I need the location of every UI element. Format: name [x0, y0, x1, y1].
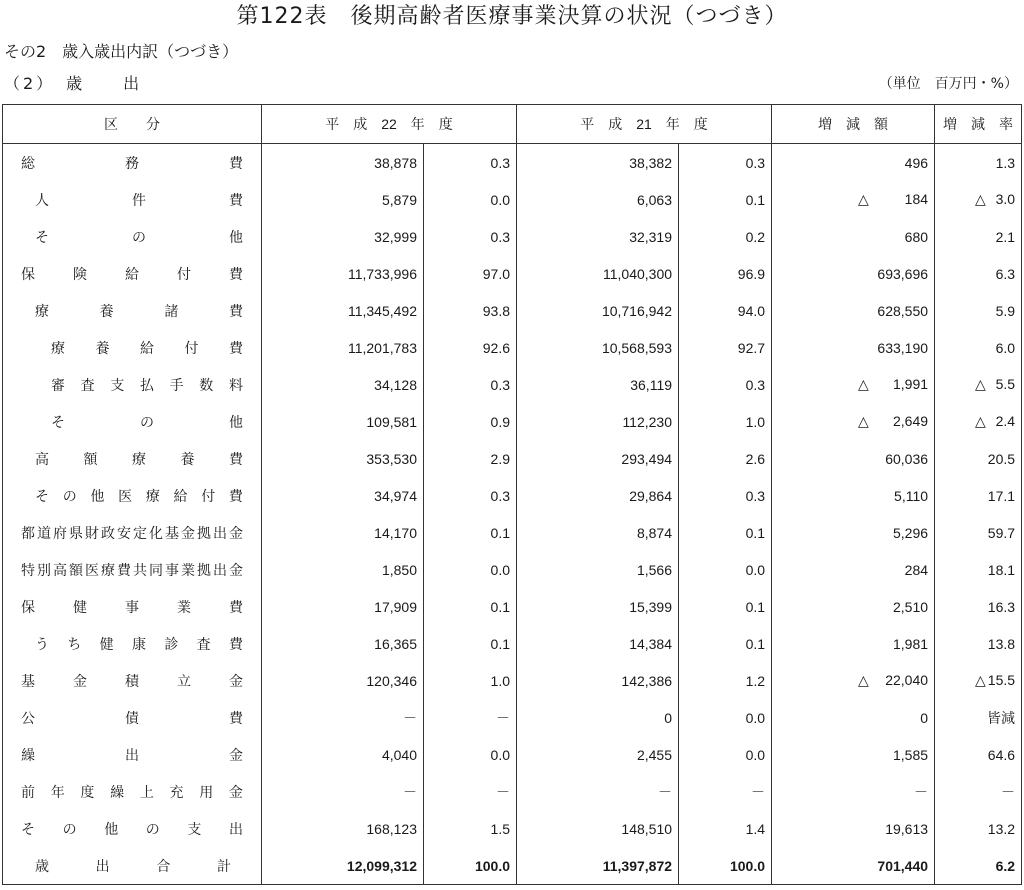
fy22-amount: 11,201,783 — [262, 329, 424, 366]
fy21-share: 0.3 — [679, 144, 772, 182]
fy21-share: 0.1 — [679, 181, 772, 218]
fy22-share: － — [424, 699, 517, 736]
row-label: う ち 健 康 診 査 費 — [3, 625, 262, 662]
table-row — [3, 625, 1022, 662]
change-amount: 693,696 — [772, 255, 935, 292]
fy21-share: 92.7 — [679, 329, 772, 366]
decrease-triangle-icon: △ — [858, 376, 869, 392]
change-rate: 6.2 — [935, 847, 1022, 885]
change-amount: 5,110 — [772, 477, 935, 514]
fy22-amount: 17,909 — [262, 588, 424, 625]
fy21-amount: 15,399 — [517, 588, 679, 625]
decrease-triangle-icon: △ — [975, 191, 986, 207]
change-rate: 6.0 — [935, 329, 1022, 366]
fy21-share: 0.0 — [679, 736, 772, 773]
change-amount: 2,510 — [772, 588, 935, 625]
fy21-share: 1.0 — [679, 403, 772, 440]
fy22-share: 2.9 — [424, 440, 517, 477]
table-row — [3, 218, 1022, 255]
change-amount: △ 22,040 — [772, 662, 935, 699]
change-amount: △ 184 — [772, 181, 935, 218]
fy21-share: 0.1 — [679, 514, 772, 551]
row-label: 高 額 療 養 費 — [3, 440, 262, 477]
fy21-amount: 1,566 — [517, 551, 679, 588]
decrease-triangle-icon: △ — [975, 376, 986, 392]
change-rate: 1.3 — [935, 144, 1022, 182]
fy22-amount: 14,170 — [262, 514, 424, 551]
header-fy22: 平 成 22 年 度 — [262, 105, 517, 144]
fy21-amount: 14,384 — [517, 625, 679, 662]
fy21-share: 0.1 — [679, 588, 772, 625]
table-row — [3, 403, 1022, 440]
change-rate: － — [935, 773, 1022, 810]
expenditure-table — [2, 104, 1022, 885]
table-row — [3, 588, 1022, 625]
row-label: 療 養 給 付 費 — [3, 329, 262, 366]
header-rate: 増 減 率 — [935, 105, 1022, 144]
fy22-amount: 38,878 — [262, 144, 424, 182]
unit-note: （単位 百万円・%） — [878, 76, 1018, 92]
table-row — [3, 292, 1022, 329]
row-label: 総 務 費 — [3, 144, 262, 182]
header-diff: 増 減 額 — [772, 105, 935, 144]
fy22-amount: 11,345,492 — [262, 292, 424, 329]
table-row — [3, 440, 1022, 477]
row-label: そ の 他 — [3, 218, 262, 255]
header-fy21: 平 成 21 年 度 — [517, 105, 772, 144]
fy22-share: 92.6 — [424, 329, 517, 366]
change-rate: △ 3.0 — [935, 181, 1022, 218]
change-amount: 284 — [772, 551, 935, 588]
fy22-amount: － — [262, 699, 424, 736]
fy21-share: 94.0 — [679, 292, 772, 329]
row-label: 基 金 積 立 金 — [3, 662, 262, 699]
fy21-amount: 11,040,300 — [517, 255, 679, 292]
table-body — [3, 144, 1022, 885]
fy21-share: 0.2 — [679, 218, 772, 255]
row-label: 都 道 府 県 財 政 安 定 化 基 金 拠 出 金 — [3, 514, 262, 551]
row-label: 特 別 高 額 医 療 費 共 同 事 業 拠 出 金 — [3, 551, 262, 588]
change-rate: 2.1 — [935, 218, 1022, 255]
row-label: 保 健 事 業 費 — [3, 588, 262, 625]
fy21-share: 0.1 — [679, 625, 772, 662]
fy22-share: 0.0 — [424, 551, 517, 588]
fy22-amount: 168,123 — [262, 810, 424, 847]
change-amount: 680 — [772, 218, 935, 255]
fy22-share: 93.8 — [424, 292, 517, 329]
fy22-amount: 120,346 — [262, 662, 424, 699]
change-rate: 20.5 — [935, 440, 1022, 477]
row-label: 人 件 費 — [3, 181, 262, 218]
fy21-amount: 148,510 — [517, 810, 679, 847]
fy21-share: 0.3 — [679, 366, 772, 403]
change-rate: 13.8 — [935, 625, 1022, 662]
change-rate: △ 5.5 — [935, 366, 1022, 403]
fy22-share: 0.3 — [424, 218, 517, 255]
fy21-amount: 6,063 — [517, 181, 679, 218]
table-row — [3, 181, 1022, 218]
fy22-share: 0.9 — [424, 403, 517, 440]
table-row — [3, 514, 1022, 551]
fy21-amount: 10,568,593 — [517, 329, 679, 366]
fy21-share: 100.0 — [679, 847, 772, 885]
fy22-amount: 16,365 — [262, 625, 424, 662]
table-title: 第122表 後期高齢者医療事業決算の状況（つづき） — [236, 4, 788, 29]
fy22-share: 0.0 — [424, 181, 517, 218]
fy21-amount: 10,716,942 — [517, 292, 679, 329]
fy22-amount: 12,099,312 — [262, 847, 424, 885]
change-amount: △ 1,991 — [772, 366, 935, 403]
fy21-amount: － — [517, 773, 679, 810]
table-row — [3, 477, 1022, 514]
fy22-share: 97.0 — [424, 255, 517, 292]
fy21-amount: 29,864 — [517, 477, 679, 514]
fy22-share: － — [424, 773, 517, 810]
change-rate: 5.9 — [935, 292, 1022, 329]
change-rate: 皆減 — [935, 699, 1022, 736]
section-heading: （2） 歳 出 — [4, 74, 143, 93]
fy21-share: 1.4 — [679, 810, 772, 847]
fy22-share: 100.0 — [424, 847, 517, 885]
fy22-share: 0.3 — [424, 366, 517, 403]
row-label: 繰 出 金 — [3, 736, 262, 773]
fy21-share: 96.9 — [679, 255, 772, 292]
fy21-amount: 8,874 — [517, 514, 679, 551]
row-label: 保 険 給 付 費 — [3, 255, 262, 292]
change-rate: △ 2.4 — [935, 403, 1022, 440]
change-amount: 60,036 — [772, 440, 935, 477]
change-amount: 19,613 — [772, 810, 935, 847]
fy22-amount: 5,879 — [262, 181, 424, 218]
table-row — [3, 662, 1022, 699]
fy22-amount: 34,974 — [262, 477, 424, 514]
fy21-share: － — [679, 773, 772, 810]
table-row — [3, 255, 1022, 292]
fy21-amount: 32,319 — [517, 218, 679, 255]
row-label: 前 年 度 繰 上 充 用 金 — [3, 773, 262, 810]
change-rate: 64.6 — [935, 736, 1022, 773]
decrease-triangle-icon: △ — [975, 413, 986, 429]
change-amount: 628,550 — [772, 292, 935, 329]
table-row — [3, 699, 1022, 736]
fy22-amount: 1,850 — [262, 551, 424, 588]
row-label: 審 査 支 払 手 数 料 — [3, 366, 262, 403]
change-rate: 13.2 — [935, 810, 1022, 847]
fy22-share: 0.1 — [424, 588, 517, 625]
change-amount: 0 — [772, 699, 935, 736]
fy21-share: 1.2 — [679, 662, 772, 699]
table-row — [3, 144, 1022, 182]
table-row — [3, 551, 1022, 588]
row-label: 公 債 費 — [3, 699, 262, 736]
decrease-triangle-icon: △ — [858, 672, 869, 688]
row-label: そ の 他 — [3, 403, 262, 440]
table-row — [3, 366, 1022, 403]
change-rate: 6.3 — [935, 255, 1022, 292]
row-label: 療 養 諸 費 — [3, 292, 262, 329]
fy21-amount: 38,382 — [517, 144, 679, 182]
fy22-share: 0.0 — [424, 736, 517, 773]
change-amount: 496 — [772, 144, 935, 182]
change-amount: 1,585 — [772, 736, 935, 773]
change-amount: 5,296 — [772, 514, 935, 551]
change-amount: 1,981 — [772, 625, 935, 662]
fy22-amount: 34,128 — [262, 366, 424, 403]
fy22-share: 1.5 — [424, 810, 517, 847]
row-label: そ の 他 の 支 出 — [3, 810, 262, 847]
header-row — [3, 105, 1022, 144]
decrease-triangle-icon: △ — [858, 191, 869, 207]
fy22-share: 0.3 — [424, 477, 517, 514]
fy22-share: 0.1 — [424, 514, 517, 551]
fy22-amount: 353,530 — [262, 440, 424, 477]
fy21-share: 0.3 — [679, 477, 772, 514]
fy21-amount: 2,455 — [517, 736, 679, 773]
table-subtitle: その2 歳入歳出内訳（つづき） — [4, 42, 239, 61]
row-label: 歳 出 合 計 — [3, 847, 262, 885]
fy22-share: 0.3 — [424, 144, 517, 182]
table-row — [3, 329, 1022, 366]
fy21-amount: 11,397,872 — [517, 847, 679, 885]
change-rate: 17.1 — [935, 477, 1022, 514]
fy22-amount: 32,999 — [262, 218, 424, 255]
table-row — [3, 773, 1022, 810]
decrease-triangle-icon: △ — [975, 672, 986, 688]
change-rate: △ 15.5 — [935, 662, 1022, 699]
change-amount: 633,190 — [772, 329, 935, 366]
table-row — [3, 810, 1022, 847]
fy22-share: 0.1 — [424, 625, 517, 662]
fy21-amount: 36,119 — [517, 366, 679, 403]
change-rate: 16.3 — [935, 588, 1022, 625]
row-label: そ の 他 医 療 給 付 費 — [3, 477, 262, 514]
fy21-amount: 0 — [517, 699, 679, 736]
decrease-triangle-icon: △ — [858, 413, 869, 429]
change-rate: 18.1 — [935, 551, 1022, 588]
header-category: 区 分 — [3, 105, 262, 144]
change-amount: － — [772, 773, 935, 810]
fy21-share: 0.0 — [679, 551, 772, 588]
table-row — [3, 736, 1022, 773]
change-amount: 701,440 — [772, 847, 935, 885]
fy21-amount: 142,386 — [517, 662, 679, 699]
fy21-amount: 112,230 — [517, 403, 679, 440]
fy22-amount: 109,581 — [262, 403, 424, 440]
fy22-amount: 4,040 — [262, 736, 424, 773]
fy22-share: 1.0 — [424, 662, 517, 699]
total-row — [3, 847, 1022, 885]
change-amount: △ 2,649 — [772, 403, 935, 440]
fy21-share: 2.6 — [679, 440, 772, 477]
fy22-amount: 11,733,996 — [262, 255, 424, 292]
fy21-share: 0.0 — [679, 699, 772, 736]
fy22-amount: － — [262, 773, 424, 810]
fy21-amount: 293,494 — [517, 440, 679, 477]
change-rate: 59.7 — [935, 514, 1022, 551]
